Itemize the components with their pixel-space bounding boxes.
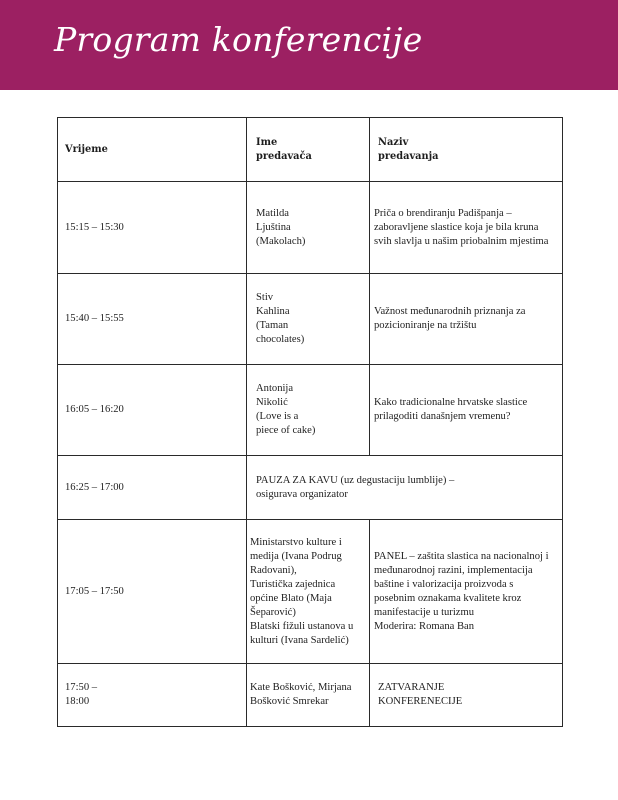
table-row-break: [58, 456, 563, 520]
table-row: [58, 365, 563, 456]
row-talk: Kako tradicionalne hrvatske slastice prilagoditi današnjem vremenu?: [370, 365, 563, 456]
page-title: Program konferencije: [54, 20, 423, 59]
row-speaker: Kate Bošković, Mirjana Bošković Smrekar: [247, 664, 370, 727]
column-header-time: Vrijeme: [58, 118, 247, 182]
row-time: 15:15 – 15:30: [58, 182, 247, 274]
row-time: 15:40 – 15:55: [58, 274, 247, 365]
program-table: [57, 117, 563, 727]
row-speaker: Ministarstvo kulture i medija (Ivana Podrug Radovani), Turistička zajednica općine Blato (Maja Šeparović) Blatski fižuli ustanova u kulturi (Ivana Sardelić): [247, 520, 370, 664]
column-header-speaker: Ime predavača: [247, 118, 370, 182]
row-time: 16:05 – 16:20: [58, 365, 247, 456]
row-speaker: Stiv Kahlina (Taman chocolates): [247, 274, 370, 365]
row-talk: Važnost međunarodnih priznanja za pozicioniranje na tržištu: [370, 274, 563, 365]
row-talk: PANEL – zaštita slastica na nacionalnoj i međunarodnoj razini, implementacija baštine i valorizacija proizvoda s posebnim oznakama kvalitete kroz manifestacije u turizmu Moderira: Romana Ban: [370, 520, 563, 664]
coffee-break-cell: PAUZA ZA KAVU (uz degustaciju lumblije) – osigurava organizator: [247, 456, 563, 520]
row-time: 17:50 – 18:00: [58, 664, 247, 727]
row-time: 17:05 – 17:50: [58, 520, 247, 664]
table-header-row: [58, 118, 563, 182]
table-row: [58, 182, 563, 274]
row-speaker: Matilda Ljuština (Makolach): [247, 182, 370, 274]
header-banner: [0, 0, 618, 90]
table-row: [58, 274, 563, 365]
table-row: [58, 664, 563, 727]
column-header-talk: Naziv predavanja: [370, 118, 563, 182]
row-time: 16:25 – 17:00: [58, 456, 247, 520]
row-speaker: Antonija Nikolić (Love is a piece of cake): [247, 365, 370, 456]
table-row: [58, 520, 563, 664]
row-talk: Priča o brendiranju Padišpanja – zaboravljene slastice koja je bila kruna svih slavlja u našim priobalnim mjestima: [370, 182, 563, 274]
row-talk: ZATVARANJE KONFERENECIJE: [370, 664, 563, 727]
